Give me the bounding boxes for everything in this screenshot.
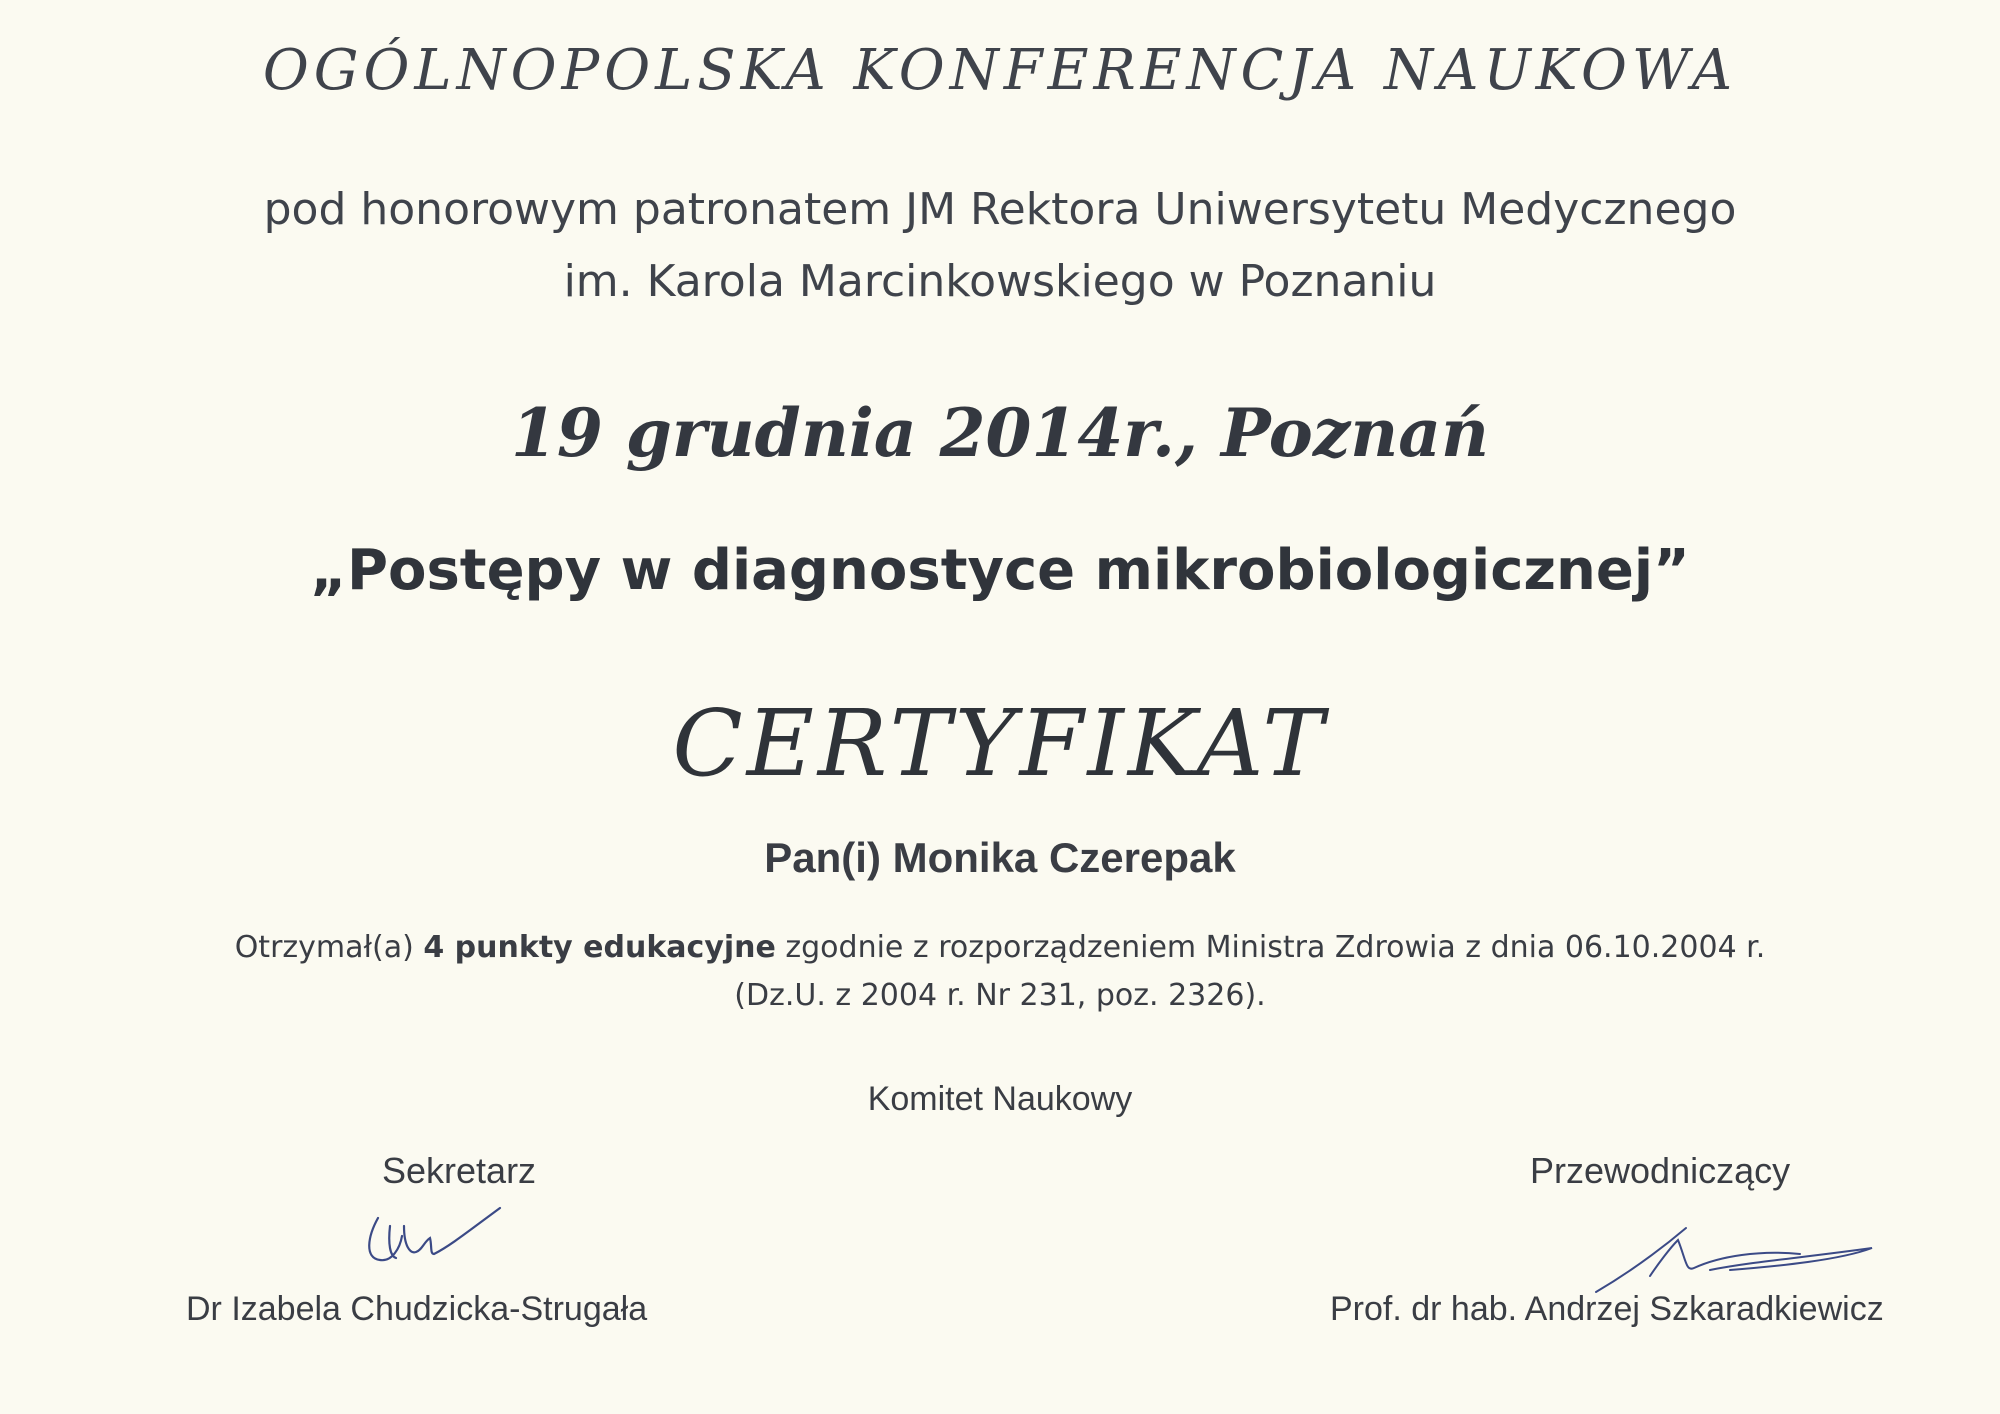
certificate-heading: CERTYFIKAT bbox=[672, 690, 1328, 797]
legal-reference: (Dz.U. z 2004 r. Nr 231, poz. 2326). bbox=[734, 978, 1266, 1013]
chair-signature bbox=[1590, 1220, 1890, 1300]
chair-role: Przewodniczący bbox=[1530, 1150, 1791, 1191]
secretary-role: Sekretarz bbox=[382, 1150, 537, 1191]
chair-name: Prof. dr hab. Andrzej Szkaradkiewicz bbox=[1330, 1290, 1884, 1328]
patronage-line-2: im. Karola Marcinkowskiego w Poznaniu bbox=[563, 256, 1437, 307]
statement-suffix: zgodnie z rozporządzeniem Ministra Zdrowia z dnia 06.10.2004 r. bbox=[775, 930, 1766, 965]
education-points: 4 punkty edukacyjne bbox=[423, 930, 776, 965]
conference-title: OGÓLNOPOLSKA KONFERENCJA NAUKOWA bbox=[262, 38, 1738, 103]
certificate-statement bbox=[0, 930, 2000, 965]
conference-date-place: 19 grudnia 2014r., Poznań bbox=[510, 394, 1490, 472]
secretary-name: Dr Izabela Chudzicka-Strugała bbox=[186, 1290, 648, 1328]
patronage-line-1: pod honorowym patronatem JM Rektora Uniwersytetu Medycznego bbox=[263, 184, 1737, 235]
statement-prefix: Otrzymał(a) bbox=[234, 930, 424, 965]
conference-topic: „Postępy w diagnostyce mikrobiologicznej” bbox=[310, 538, 1690, 603]
secretary-signature bbox=[360, 1196, 510, 1276]
committee-label: Komitet Naukowy bbox=[867, 1080, 1133, 1118]
recipient-name: Pan(i) Monika Czerepak bbox=[764, 834, 1236, 881]
